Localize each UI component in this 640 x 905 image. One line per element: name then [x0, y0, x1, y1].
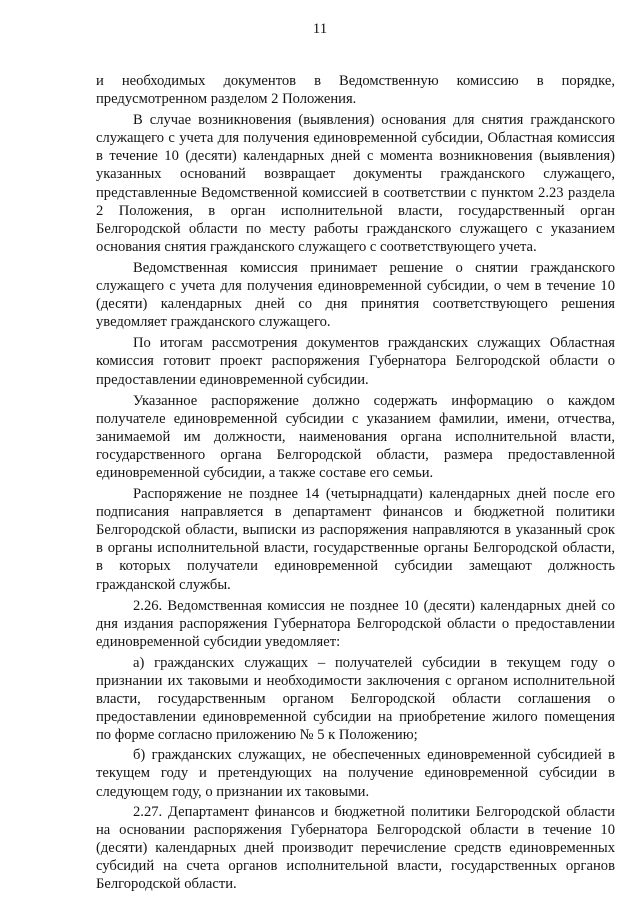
paragraph-order-distribution: Распоряжение не позднее 14 (четырнадцати) календарных дней после его подписания направляется в департамент финансов и бюджетной политики Белгородской области, выписки из распоряжения направляются в указанный срок в органы исполнительной власти, государственные органы Белгородской области, в которых получатели единовременной субсидии замещают должность гражданской службы. — [96, 486, 615, 593]
page-number: 11 — [312, 21, 328, 37]
paragraph-order-contents: Указанное распоряжение должно содержать информацию о каждом получателе единовременной субсидии с указанием фамилии, имени, отчества, занимаемой им должности, наименования органа исполнительной власти, государственного органа Белгородской области, размера предоставленной единовременной субсидии, а также составе его семьи. — [96, 392, 615, 481]
list-item-b: б) гражданских служащих, не обеспеченных единовременной субсидией в текущем году и претендующих на получение единовременной субсидии в следующем году, о признании их таковыми. — [96, 747, 615, 800]
list-item-a: а) гражданских служащих – получателей субсидии в текущем году о признании их таковыми и необходимости заключения с органом исполнительной власти, государственным органом Белгородской области соглашения о предоставлении единовременной субсидии на приобретение жилого помещения по форме согласно приложению № 5 к Положению; — [96, 654, 615, 744]
paragraph-clause-2-27: 2.27. Департамент финансов и бюджетной политики Белгородской области на основании распоряжения Губернатора Белгородской области в течение 10 (десяти) календарных дней производит перечисление средств единовременных субсидий на счета органов исполнительной власти, государственных органов Белгородской области. — [96, 803, 615, 893]
paragraph-clause-2-26: 2.26. Ведомственная комиссия не позднее 10 (десяти) календарных дней со дня издания распоряжения Губернатора Белгородской области о предоставлении единовременной субсидии уведомляет: — [96, 597, 615, 650]
document-body — [96, 72, 615, 896]
paragraph-continuation: и необходимых документов в Ведомственную комиссию в порядке, предусмотренном разделом 2 Положения. — [96, 73, 615, 108]
paragraph-draft-order: По итогам рассмотрения документов гражданских служащих Областная комиссия готовит проект распоряжения Губернатора Белгородской области о предоставлении единовременной субсидии. — [96, 335, 615, 388]
paragraph-deregistration-grounds: В случае возникновения (выявления) основания для снятия гражданского служащего с учета для получения единовременной субсидии, Областная комиссия в течение 10 (десяти) календарных дней с момента возникновения (выявления) указанных оснований возвращает документы гражданского служащего, представленные Ведомственной комиссией в соответствии с пунктом 2.23 раздела 2 Положения, в орган исполнительной власти, государственный орган Белгородской области по месту работы гражданского служащего с указанием основания снятия гражданского служащего с соответствующего учета. — [96, 112, 615, 255]
paragraph-departmental-decision: Ведомственная комиссия принимает решение о снятии гражданского служащего с учета для получения единовременной субсидии, о чем в течение 10 (десяти) календарных дней со дня принятия соответствующего решения уведомляет гражданского служащего. — [96, 259, 615, 331]
